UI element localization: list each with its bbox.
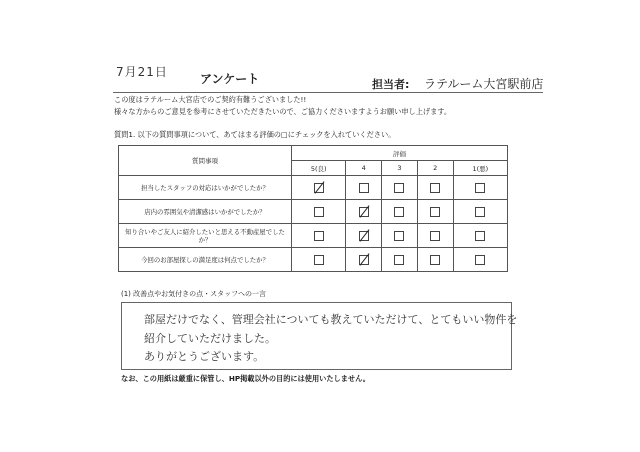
rating-cell (453, 200, 507, 224)
header-rating: 評価 (292, 146, 508, 161)
scale-header: 3 (382, 161, 418, 176)
checked-checkbox[interactable] (359, 231, 369, 241)
rating-cell (382, 176, 418, 200)
rating-cell (382, 248, 418, 272)
rating-cell (417, 200, 453, 224)
question-row (119, 176, 508, 200)
checkbox[interactable] (475, 183, 485, 193)
header-question-item: 質問事項 (119, 146, 292, 176)
question-1-instruction: 質問1. 以下の質問事項について、あてはまる評価の□にチェックを入れていください。 (114, 130, 396, 139)
checkbox[interactable] (394, 255, 404, 265)
rating-cell (292, 224, 346, 248)
rating-cell (346, 224, 382, 248)
staff-label: 担当者: (372, 78, 410, 91)
checked-checkbox[interactable] (359, 207, 369, 217)
checkbox[interactable] (314, 231, 324, 241)
question-text: 知り合いやご友人に紹介したいと思える不動産屋でしたか？ (119, 224, 292, 248)
checkbox[interactable] (475, 207, 485, 217)
checked-checkbox[interactable] (359, 255, 369, 265)
handwritten-date: 7月21日 (116, 65, 168, 79)
checkbox[interactable] (430, 255, 440, 265)
rating-cell (417, 248, 453, 272)
checkbox[interactable] (475, 255, 485, 265)
checkbox[interactable] (314, 207, 324, 217)
scale-header: 2 (417, 161, 453, 176)
question-row (119, 200, 508, 224)
checkbox[interactable] (314, 255, 324, 265)
rating-cell (292, 200, 346, 224)
rating-cell (382, 200, 418, 224)
question-text: 店内の雰囲気や清潔感はいかがでしたか？ (119, 200, 292, 224)
rating-cell (346, 248, 382, 272)
scale-header: 4 (346, 161, 382, 176)
rating-cell (292, 176, 346, 200)
rating-cell (453, 224, 507, 248)
scale-header: 5(良) (292, 161, 346, 176)
question-row (119, 224, 508, 248)
checkbox[interactable] (430, 183, 440, 193)
rating-cell (453, 176, 507, 200)
rating-table (118, 145, 508, 272)
comment-line-2: 紹介していただけました。 (144, 332, 276, 345)
comment-line-3: ありがとうございます。 (144, 350, 265, 363)
rating-cell (453, 248, 507, 272)
rating-cell (346, 200, 382, 224)
question-2-label: (1) 改善点やお気付きの点・スタッフへの一言 (121, 290, 267, 298)
staff-value: ラテルーム大宮駅前店 (424, 77, 544, 91)
checkbox[interactable] (359, 183, 369, 193)
question-text: 担当したスタッフの対応はいかがでしたか？ (119, 176, 292, 200)
rating-rows (119, 176, 508, 272)
checkbox[interactable] (394, 207, 404, 217)
checkbox[interactable] (394, 183, 404, 193)
checkbox[interactable] (430, 231, 440, 241)
rating-cell (417, 176, 453, 200)
intro-line-1: この度はラテルーム大宮店でのご契約有難うございました!! (114, 95, 307, 104)
intro-line-2: 様々な方からのご意見を参考にさせていただきたいので、ご協力くださいますようお願い申し上げます。 (114, 107, 452, 116)
scale-header: 1(悪) (453, 161, 507, 176)
checkbox[interactable] (394, 231, 404, 241)
checkbox[interactable] (475, 231, 485, 241)
question-row (119, 248, 508, 272)
footer-note: なお、この用紙は厳重に保管し、HP掲載以外の目的には使用いたしません。 (121, 374, 370, 383)
rating-cell (382, 224, 418, 248)
checked-checkbox[interactable] (314, 183, 324, 193)
checkbox[interactable] (430, 207, 440, 217)
rating-cell (292, 248, 346, 272)
comment-line-1: 部屋だけでなく、管理会社についても教えていただけて、とてもいい物件を (144, 313, 518, 326)
survey-title: アンケート (200, 72, 260, 86)
header-divider (113, 92, 543, 93)
question-text: 今回のお部屋探しの満足度は何点でしたか？ (119, 248, 292, 272)
rating-cell (417, 224, 453, 248)
rating-cell (346, 176, 382, 200)
